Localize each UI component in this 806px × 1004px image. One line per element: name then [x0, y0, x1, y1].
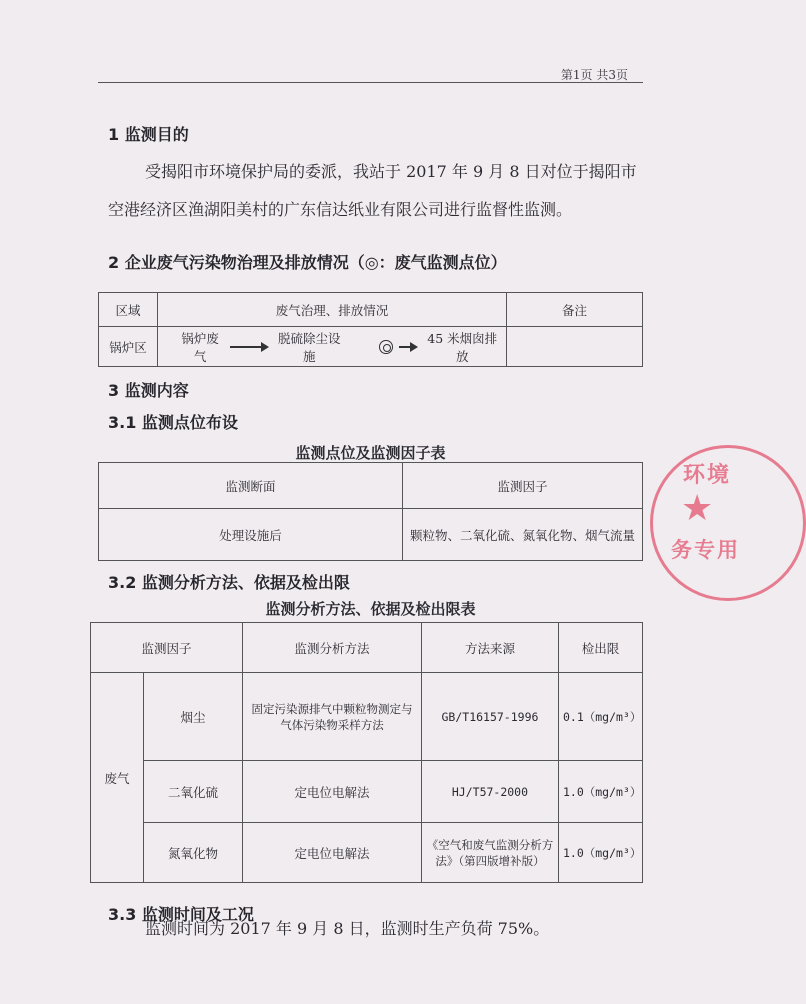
- cell-source-nox: 《空气和废气监测分析方法》（第四版增补版）: [421, 823, 558, 883]
- section-1-line-2: 空港经济区渔湖阳美村的广东信达纸业有限公司进行监督性监测。: [108, 200, 573, 219]
- arrow-icon: [230, 346, 267, 348]
- cell-method-nox: 定电位电解法: [242, 823, 421, 883]
- header-section: 监测断面: [99, 463, 403, 509]
- flow-step-boiler-exhaust: 锅炉废气: [181, 330, 219, 364]
- table-caption-methods: 监测分析方法、依据及检出限表: [265, 600, 476, 618]
- official-seal: [650, 445, 806, 601]
- section-3-heading: 3 监测内容: [108, 381, 189, 400]
- section-3-3-heading: 3.3 监测时间及工况: [108, 905, 254, 924]
- monitoring-points-table: [98, 462, 643, 561]
- cell-source-so2: HJ/T57-2000: [421, 761, 558, 823]
- section-2-heading: 2 企业废气污染物治理及排放情况（◎：废气监测点位）: [108, 253, 507, 272]
- flow-step-chimney: 45 米烟囱排放: [427, 330, 498, 364]
- header-source: 方法来源: [421, 623, 558, 673]
- section-3-1-heading: 3.1 监测点位布设: [108, 413, 238, 432]
- table-caption-points: 监测点位及监测因子表: [295, 444, 446, 462]
- header-limit: 检出限: [558, 623, 642, 673]
- header-treatment: 废气治理、排放情况: [158, 293, 507, 327]
- seal-text-top: 环境: [683, 462, 732, 488]
- cell-limit-so2: 1.0（mg/m³）: [558, 761, 642, 823]
- cell-limit-nox: 1.0（mg/m³）: [558, 823, 642, 883]
- cell-source-dust: GB/T16157-1996: [421, 673, 558, 761]
- header-monitoring-factor: 监测因子: [91, 623, 243, 673]
- header-rule: [98, 82, 643, 83]
- cell-note: [507, 327, 643, 367]
- cell-limit-dust: 0.1（mg/m³）: [558, 673, 642, 761]
- header-area: 区域: [99, 293, 158, 327]
- section-1-line-1: 受揭阳市环境保护局的委派，我站于 2017 年 9 月 8 日对位于揭阳市: [145, 162, 637, 181]
- star-icon: ★: [681, 488, 714, 529]
- cell-factor-dust: 烟尘: [144, 673, 243, 761]
- header-note: 备注: [507, 293, 643, 327]
- section-3-2-heading: 3.2 监测分析方法、依据及检出限: [108, 573, 350, 592]
- arrow-icon: [399, 346, 416, 348]
- cell-method-dust: 固定污染源排气中颗粒物测定与气体污染物采样方法: [242, 673, 421, 761]
- header-method: 监测分析方法: [242, 623, 421, 673]
- cell-area: 锅炉区: [99, 327, 158, 367]
- flow-step-desulfurization: 脱硫除尘设施: [277, 330, 341, 364]
- emission-table: [98, 292, 643, 367]
- cell-category: 废气: [91, 673, 144, 883]
- header-factor: 监测因子: [403, 463, 643, 509]
- cell-factor-nox: 氮氧化物: [144, 823, 243, 883]
- section-1-heading: 1 监测目的: [108, 125, 189, 144]
- methods-table: [90, 622, 643, 883]
- cell-section: 处理设施后: [99, 509, 403, 561]
- cell-flow: [158, 327, 507, 367]
- cell-method-so2: 定电位电解法: [242, 761, 421, 823]
- cell-factor-so2: 二氧化硫: [144, 761, 243, 823]
- seal-text-bottom: 务专用: [671, 537, 740, 562]
- section-3-3-text: 监测时间为 2017 年 9 月 8 日，监测时生产负荷 75%。: [145, 919, 550, 938]
- monitoring-point-icon: [379, 340, 393, 354]
- page-number: 第1页 共3页: [560, 68, 628, 82]
- cell-factors: 颗粒物、二氧化硫、氮氧化物、烟气流量: [403, 509, 643, 561]
